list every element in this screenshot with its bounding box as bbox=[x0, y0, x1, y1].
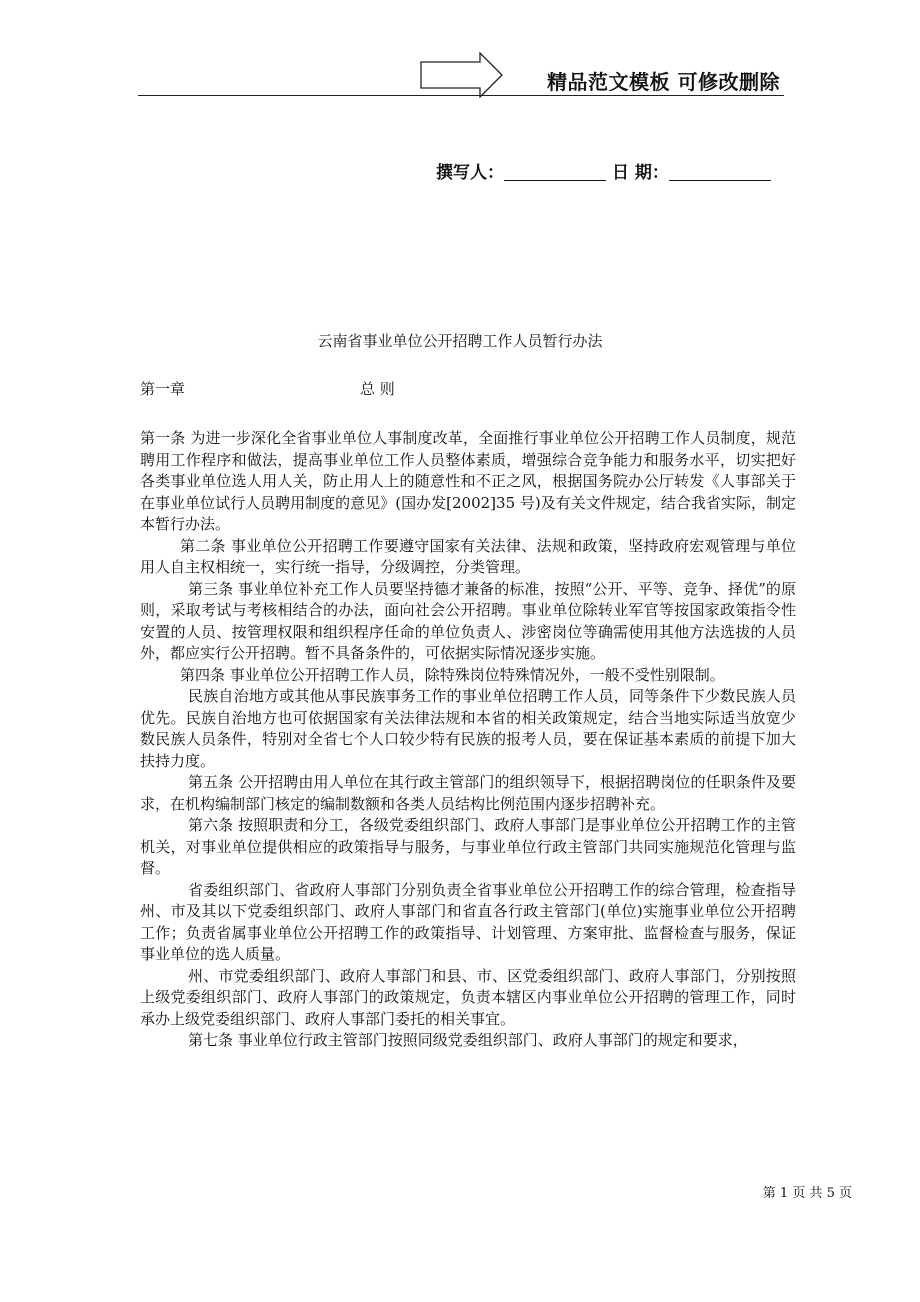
article-7: 第七条 事业单位行政主管部门按照同级党委组织部门、政府人事部门的规定和要求， bbox=[188, 1031, 748, 1049]
article-4-paragraph-2: 民族自治地方或其他从事民族事务工作的事业单位招聘工作人员，同等条件下少数民族人员优先。民族自治地方也可依据国家有关法律法规和本省的相关政策规定，结合当地实际适当放宽少数民族人员条件，特别对全省七个人口较少特有民族的报考人员，要在保证基本素质的前提下加大扶持力度。 bbox=[140, 687, 796, 770]
document-title: 云南省事业单位公开招聘工作人员暂行办法 bbox=[317, 332, 603, 350]
date-blank bbox=[669, 162, 771, 181]
article-6-paragraph-2: 省委组织部门、省政府人事部门分别负责全省事业单位公开招聘工作的综合管理，检查指导州、市及其以下党委组织部门、政府人事部门和省直各行政主管部门(单位)实施事业单位公开招聘工作；负责省属事业单位公开招聘工作的政策指导、计划管理、方案审批、监督检查与服务，保证事业单位的选人质量。 bbox=[140, 880, 796, 963]
page-header bbox=[138, 48, 784, 98]
page-number: 第 1 页 共 5 页 bbox=[762, 1186, 852, 1201]
article-6-paragraph-3: 州、市党委组织部门、政府人事部门和县、市、区党委组织部门、政府人事部门，分别按照上级党委组织部门、政府人事部门的政策规定，负责本辖区内事业单位公开招聘的管理工作，同时承办上级党委组织部门、政府人事部门委托的相关事宜。 bbox=[140, 966, 796, 1028]
author-label: 撰写人： bbox=[436, 163, 504, 183]
right-arrow-icon bbox=[420, 52, 504, 98]
author-date-line bbox=[436, 158, 777, 183]
article-3: 第三条 事业单位补充工作人员要坚持德才兼备的标准，按照“公开、平等、竞争、择优”的原则，采取考试与考核相结合的办法，面向社会公开招聘。事业单位除转业军官等按国家政策指令性安置的人员、按管理权限和组织程序任命的单位负责人、涉密岗位等确需使用其他方法选拔的人员外，都应实行公开招聘。暂不具备条件的，可依据实际情况逐步实施。 bbox=[140, 579, 796, 662]
article-2: 第二条 事业单位公开招聘工作要遵守国家有关法律、法规和政策，坚持政府宏观管理与单位用人自主权相统一，实行统一指导，分级调控，分类管理。 bbox=[140, 536, 796, 576]
date-label: 日 期： bbox=[612, 163, 669, 183]
article-6: 第六条 按照职责和分工，各级党委组织部门、政府人事部门是事业单位公开招聘工作的主管机关，对事业单位提供相应的政策指导与服务，与事业单位行政主管部门共同实施规范化管理与监督。 bbox=[140, 816, 796, 877]
chapter-name: 总 则 bbox=[360, 380, 395, 398]
chapter-number: 第一章 bbox=[140, 380, 186, 398]
header-divider bbox=[138, 95, 784, 96]
article-5: 第五条 公开招聘由用人单位在其行政主管部门的组织领导下，根据招聘岗位的任职条件及要求，在机构编制部门核定的编制数额和各类人员结构比例范围内逐步招聘补充。 bbox=[140, 773, 796, 813]
document-body bbox=[140, 428, 796, 1052]
author-blank bbox=[504, 162, 606, 181]
chapter-heading bbox=[140, 378, 395, 399]
article-1: 第一条 为进一步深化全省事业单位人事制度改革，全面推行事业单位公开招聘工作人员制度，规范聘用工作程序和做法，提高事业单位工作人员整体素质，增强综合竞争能力和服务水平，切实把好各类事业单位选人用人关，防止用人上的随意性和不正之风，根据国务院办公厅转发《人事部关于在事业单位试行人员聘用制度的意见》(国办发[2002]35 号)及有关文件规定，结合我省实际，制定本暂行办法。 bbox=[140, 429, 796, 533]
article-4: 第四条 事业单位公开招聘工作人员，除特殊岗位特殊情况外，一般不受性别限制。 bbox=[180, 665, 725, 684]
header-title: 精品范文模板 可修改删除 bbox=[547, 70, 780, 94]
